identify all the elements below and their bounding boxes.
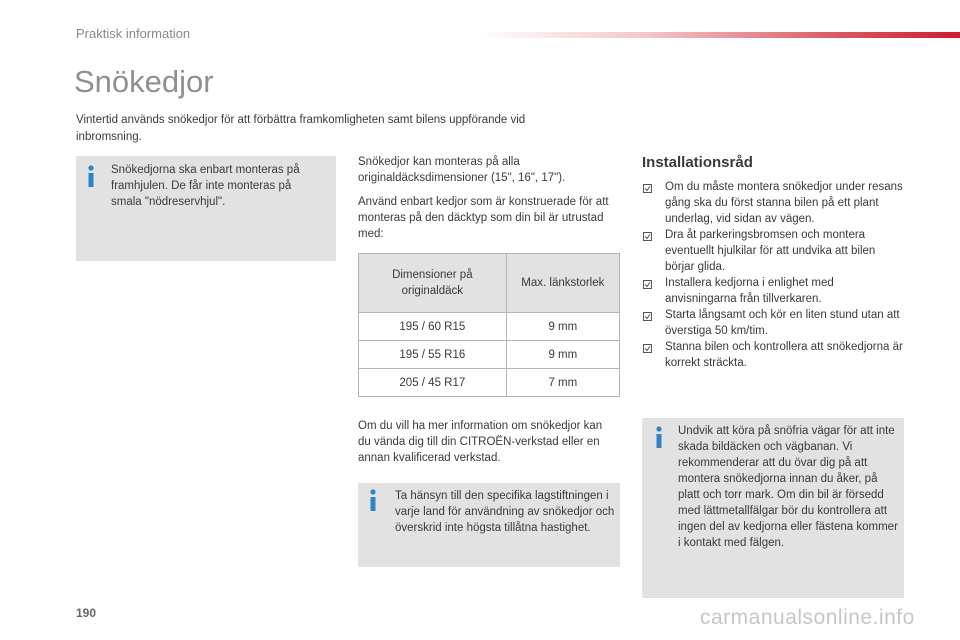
list-item (642, 339, 904, 371)
checkbox-bullet-icon (643, 230, 652, 239)
paragraph-dimensions: Snökedjor kan monteras på alla originaldäcksdimensioner (15", 16", 17"). (358, 156, 566, 184)
paragraph-chain-type: Använd enbart kedjor som är konstruerade för att monteras på den däcktyp som din bil är utrustad med: (358, 196, 609, 240)
installation-steps-list (642, 179, 904, 371)
section-header: Praktisk information (76, 26, 191, 41)
table-header-link-size: Max. länkstorlek (506, 254, 619, 313)
table-header-dimensions: Dimensioner på originaldäck (359, 254, 507, 313)
checkbox-bullet-icon (643, 182, 652, 191)
table-row (359, 313, 620, 341)
watermark: carmanualsonline.info (700, 606, 915, 629)
info-box-legislation (358, 483, 620, 567)
intro-paragraph: Vintertid används snökedjor för att förbättra framkomligheten samt bilens uppförande vid inbromsning. (76, 114, 526, 143)
info-text-legislation: Ta hänsyn till den specifika lagstiftningen i varje land för användning av snökedjor och överskrid inte högsta tillåtna hastighet. (395, 490, 615, 534)
table-row (359, 341, 620, 369)
table-cell-link: 7 mm (506, 369, 619, 397)
table-cell-tire: 195 / 55 R16 (359, 341, 507, 369)
step-text: Om du måste montera snökedjor under resans gång ska du först stanna bilen på ett plant underlag, vid sidan av vägen. (665, 181, 903, 225)
page-number: 190 (76, 606, 97, 620)
info-icon (655, 426, 663, 448)
step-text: Stanna bilen och kontrollera att snökedjorna är korrekt sträckta. (665, 341, 903, 369)
table-cell-link: 9 mm (506, 313, 619, 341)
list-item (642, 307, 904, 339)
step-text: Installera kedjorna i enlighet med anvisningarna från tillverkaren. (665, 277, 834, 305)
page-title: Snökedjor (74, 64, 214, 99)
info-icon (87, 165, 95, 187)
list-item (642, 179, 904, 227)
step-text: Starta långsamt och kör en liten stund utan att överstiga 50 km/tim. (665, 309, 900, 337)
info-text-front-wheels: Snökedjorna ska enbart monteras på framhjulen. De får inte monteras på smala "nödreservhjul". (111, 164, 300, 208)
list-item (642, 275, 904, 307)
table-row (359, 369, 620, 397)
info-box-snowfree-roads (642, 418, 904, 598)
info-text-snowfree-roads: Undvik att köra på snöfria vägar för att inte skada bildäcken och vägbanan. Vi rekommenderar att du övar dig på att montera snökedjorna innan du åker, på platt och torr mark. Om din bil är försedd med lättmetallfälgar bör du kontrollera att ingen del av kedjorna eller fästena kommer i kontakt med fälgen. (678, 425, 898, 549)
step-text: Dra åt parkeringsbromsen och montera eventuellt hjulkilar för att undvika att bilen börjar glida. (665, 229, 876, 273)
table-cell-link: 9 mm (506, 341, 619, 369)
info-box-front-wheels (76, 156, 336, 261)
tire-size-table (358, 253, 620, 397)
installation-heading: Installationsråd (642, 154, 753, 171)
header-accent-bar (478, 32, 960, 38)
table-cell-tire: 195 / 60 R15 (359, 313, 507, 341)
checkbox-bullet-icon (643, 278, 652, 287)
table-cell-tire: 205 / 45 R17 (359, 369, 507, 397)
info-icon (369, 489, 377, 511)
checkbox-bullet-icon (643, 342, 652, 351)
paragraph-more-info: Om du vill ha mer information om snökedjor kan du vända dig till din CITROËN-verkstad eller en annan kvalificerad verkstad. (358, 420, 603, 464)
checkbox-bullet-icon (643, 310, 652, 319)
list-item (642, 227, 904, 275)
